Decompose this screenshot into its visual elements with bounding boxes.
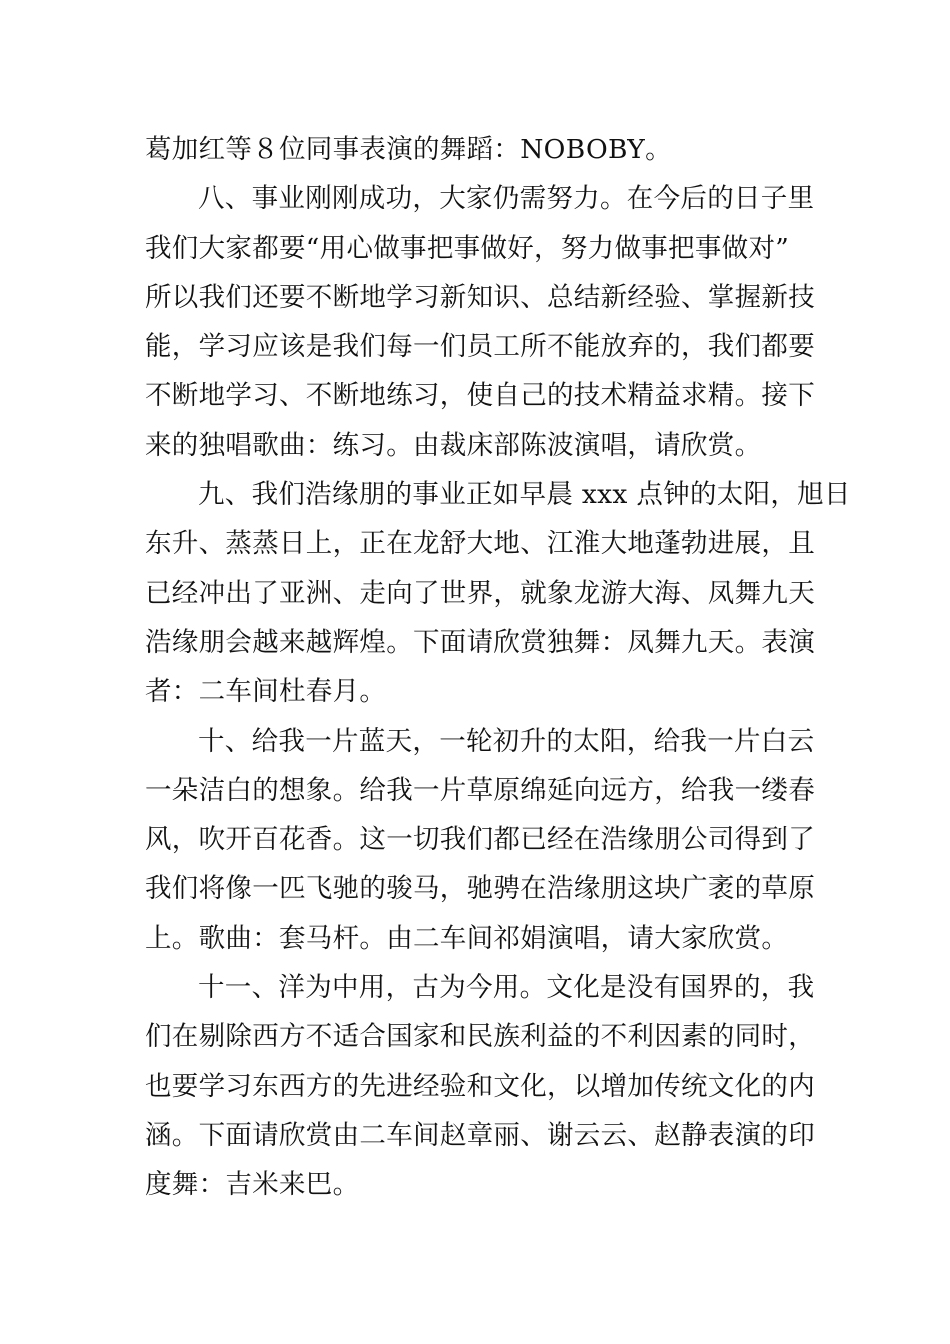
text-line: 来的独唱歌曲：练习。由裁床部陈波演唱，请欣赏。 — [145, 429, 762, 461]
paragraph-first-line: 九、我们浩缘朋的事业正如早晨 xxx 点钟的太阳，旭日 — [198, 479, 851, 511]
text-line: 我们大家都要“用心做事把事做好，努力做事把事做对” — [145, 232, 790, 264]
text-line: 也要学习东西方的先进经验和文化，以增加传统文化的内 — [145, 1070, 815, 1102]
text-line: 一朵洁白的想象。给我一片草原绵延向远方，给我一缕春 — [145, 774, 815, 806]
paragraph-first-line: 八、事业刚刚成功，大家仍需努力。在今后的日子里 — [198, 183, 815, 215]
paragraph-first-line: 十、给我一片蓝天，一轮初升的太阳，给我一片白云 — [198, 725, 815, 757]
text-line: 度舞：吉米来巴。 — [145, 1169, 360, 1201]
text-line: 涵。下面请欣赏由二车间赵章丽、谢云云、赵静表演的印 — [145, 1119, 815, 1151]
text-line: 浩缘朋会越来越辉煌。下面请欣赏独舞：凤舞九天。表演 — [145, 626, 815, 658]
text-line: 葛加红等８位同事表演的舞蹈：NOBOBY。 — [145, 134, 672, 165]
text-line: 我们将像一匹飞驰的骏马，驰骋在浩缘朋这块广袤的草原 — [145, 873, 815, 905]
text-line: 上。歌曲：套马杆。由二车间祁娟演唱，请大家欣赏。 — [145, 922, 789, 954]
text-line: 能，学习应该是我们每一们员工所不能放弃的，我们都要 — [145, 331, 815, 363]
document-body — [145, 125, 851, 1210]
text-line: 所以我们还要不断地学习新知识、总结新经验、掌握新技 — [145, 281, 815, 313]
text-line: 风，吹开百花香。这一切我们都已经在浩缘朋公司得到了 — [145, 824, 815, 856]
text-line: 者：二车间杜春月。 — [145, 676, 387, 708]
text-line: 已经冲出了亚洲、走向了世界，就象龙游大海、凤舞九天 — [145, 577, 815, 609]
text-line: 们在剔除西方不适合国家和民族利益的不利因素的同时， — [145, 1021, 815, 1053]
text-line: 不断地学习、不断地练习，使自己的技术精益求精。接下 — [145, 380, 815, 412]
text-line: 东升、蒸蒸日上，正在龙舒大地、江淮大地蓬勃进展，且 — [145, 528, 815, 560]
paragraph-first-line: 十一、洋为中用，古为今用。文化是没有国界的，我 — [198, 972, 815, 1004]
